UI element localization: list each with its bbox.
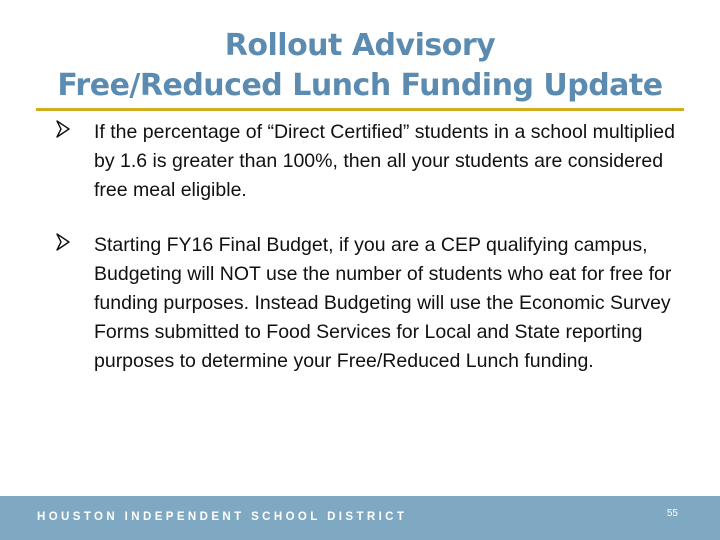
- title-line-2: Free/Reduced Lunch Funding Update: [57, 68, 663, 103]
- bullet-text: If the percentage of “Direct Certified” students in a school multiplied by 1.6 is greater than 100%, then all your students are considered free meal eligible.: [94, 121, 675, 201]
- title-divider: [36, 108, 684, 111]
- bullet-item: [56, 118, 676, 205]
- bullet-list: [56, 118, 676, 402]
- organization-name: HOUSTON INDEPENDENT SCHOOL DISTRICT: [37, 511, 408, 523]
- title-line-1: Rollout Advisory: [224, 28, 496, 63]
- page-number: 55: [666, 508, 678, 519]
- arrow-bullet-icon: [56, 120, 70, 138]
- slide-title: [0, 26, 720, 106]
- bullet-item: [56, 231, 676, 376]
- bullet-text: Starting FY16 Final Budget, if you are a CEP qualifying campus, Budgeting will NOT use the number of students who eat for free for funding purposes. Instead Budgeting will use the Economic Survey Forms submitted to Food Services for Local and State reporting purposes to determine your Free/Reduced Lunch funding.: [94, 234, 672, 372]
- arrow-bullet-icon: [56, 233, 70, 251]
- footer-bar: [0, 496, 720, 540]
